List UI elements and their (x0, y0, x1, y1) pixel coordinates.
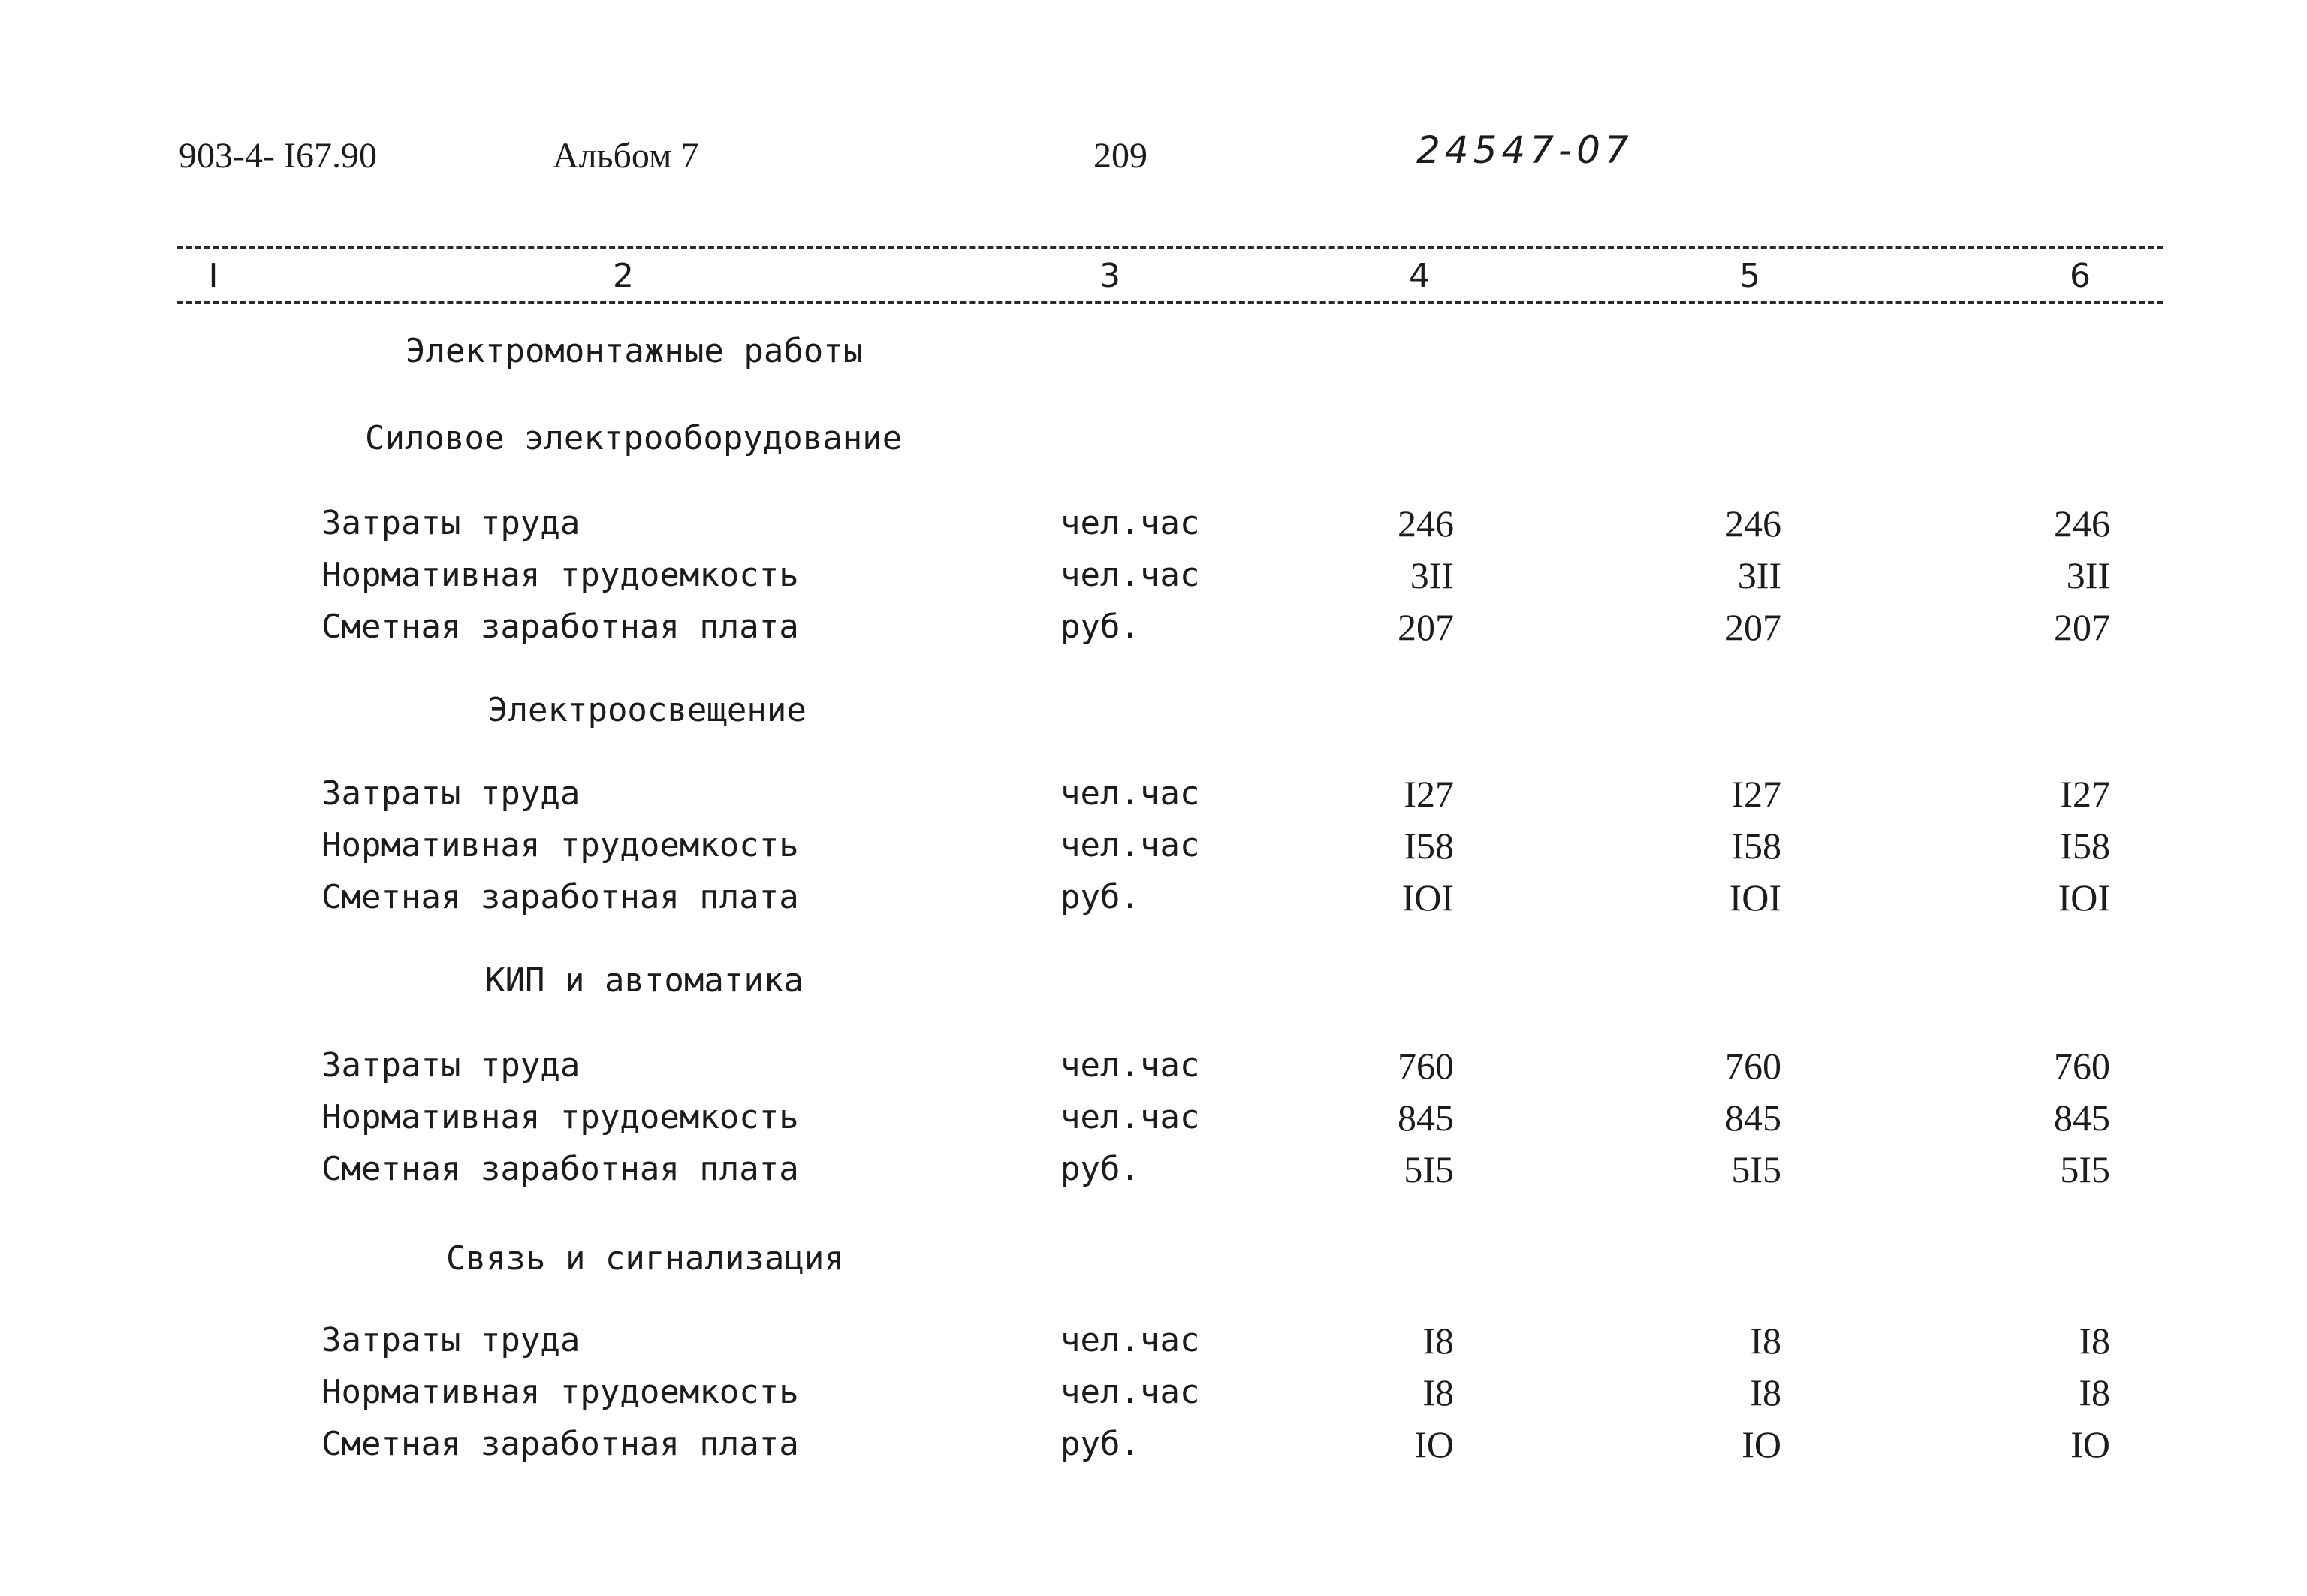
row-unit: руб. (1060, 608, 1140, 646)
value-col-5: IO (1742, 1423, 1781, 1465)
value-col-5: IOI (1729, 876, 1781, 919)
value-col-4: I27 (1404, 773, 1454, 815)
table-row (0, 769, 2307, 819)
column-number-5: 5 (1739, 257, 1760, 295)
table-row (0, 1420, 2307, 1469)
row-unit: руб. (1060, 1150, 1140, 1188)
value-col-6: 5I5 (2060, 1148, 2110, 1190)
row-unit: чел.час (1060, 1321, 1200, 1359)
row-name: Нормативная трудоемкость (321, 1373, 799, 1411)
table-row (0, 873, 2307, 922)
page-number: 209 (1093, 136, 1147, 176)
value-col-6: IOI (2058, 876, 2110, 919)
value-col-5: 5I5 (1731, 1148, 1781, 1190)
row-unit: чел.час (1060, 1046, 1200, 1085)
row-name: Нормативная трудоемкость (321, 556, 799, 594)
value-col-4: I8 (1422, 1371, 1454, 1413)
row-name: Затраты труда (321, 1321, 581, 1359)
value-col-4: IO (1414, 1423, 1454, 1465)
document-code: 903-4- I67.90 (179, 136, 377, 176)
table-row (0, 821, 2307, 870)
row-unit: руб. (1060, 878, 1140, 916)
table-row (0, 602, 2307, 652)
row-unit: чел.час (1060, 826, 1200, 864)
value-col-4: I8 (1422, 1320, 1454, 1362)
value-col-6: 845 (2054, 1097, 2110, 1139)
value-col-4: 760 (1398, 1045, 1454, 1087)
column-number-4: 4 (1409, 257, 1430, 295)
section-title: Связь и сигнализация (446, 1239, 844, 1278)
section-title: Силовое электрооборудование (365, 419, 903, 457)
value-col-5: 207 (1725, 606, 1781, 648)
section-title: КИП и автоматика (485, 961, 804, 1000)
column-number-6: 6 (2070, 257, 2091, 295)
value-col-6: 760 (2054, 1045, 2110, 1087)
value-col-4: 845 (1398, 1097, 1454, 1139)
row-unit: чел.час (1060, 1098, 1200, 1136)
value-col-6: IO (2070, 1423, 2110, 1465)
value-col-5: 3II (1737, 554, 1781, 596)
table-row (0, 1145, 2307, 1194)
value-col-5: I27 (1731, 773, 1781, 815)
row-name: Нормативная трудоемкость (321, 826, 799, 864)
value-col-6: 3II (2066, 554, 2110, 596)
column-number-1: I (208, 257, 219, 295)
row-name: Затраты труда (321, 1046, 581, 1085)
row-name: Сметная заработная плата (321, 878, 799, 916)
value-col-4: 5I5 (1404, 1148, 1454, 1190)
value-col-6: 207 (2054, 606, 2110, 648)
table-header-rule (177, 301, 2163, 304)
album-label: Альбом 7 (553, 136, 699, 176)
row-name: Сметная заработная плата (321, 1425, 799, 1463)
value-col-6: 246 (2054, 502, 2110, 545)
value-col-5: I8 (1750, 1371, 1781, 1413)
row-unit: чел.час (1060, 556, 1200, 594)
table-row (0, 499, 2307, 548)
value-col-6: I58 (2060, 825, 2110, 867)
row-name: Нормативная трудоемкость (321, 1098, 799, 1136)
table-row (0, 1368, 2307, 1417)
column-number-3: 3 (1099, 257, 1120, 295)
value-col-4: 246 (1398, 502, 1454, 545)
value-col-6: I27 (2060, 773, 2110, 815)
inventory-stamp: 24547-07 (1416, 128, 1633, 172)
table-row (0, 551, 2307, 600)
value-col-5: I58 (1731, 825, 1781, 867)
row-unit: руб. (1060, 1425, 1140, 1463)
value-col-6: I8 (2079, 1371, 2110, 1413)
value-col-4: 3II (1410, 554, 1454, 596)
value-col-5: 760 (1725, 1045, 1781, 1087)
row-name: Затраты труда (321, 504, 581, 542)
row-name: Сметная заработная плата (321, 1150, 799, 1188)
row-unit: чел.час (1060, 774, 1200, 813)
section-title: Электромонтажные работы (406, 332, 864, 370)
row-unit: чел.час (1060, 504, 1200, 542)
row-unit: чел.час (1060, 1373, 1200, 1411)
value-col-4: IOI (1401, 876, 1454, 919)
row-name: Затраты труда (321, 774, 581, 813)
table-row (0, 1041, 2307, 1091)
value-col-5: 845 (1725, 1097, 1781, 1139)
value-col-4: I58 (1404, 825, 1454, 867)
value-col-6: I8 (2079, 1320, 2110, 1362)
table-row (0, 1093, 2307, 1142)
value-col-5: I8 (1750, 1320, 1781, 1362)
table-top-rule (177, 246, 2163, 249)
table-row (0, 1316, 2307, 1365)
value-col-4: 207 (1398, 606, 1454, 648)
section-title: Электроосвещение (488, 691, 807, 729)
column-number-2: 2 (613, 257, 634, 295)
value-col-5: 246 (1725, 502, 1781, 545)
row-name: Сметная заработная плата (321, 608, 799, 646)
